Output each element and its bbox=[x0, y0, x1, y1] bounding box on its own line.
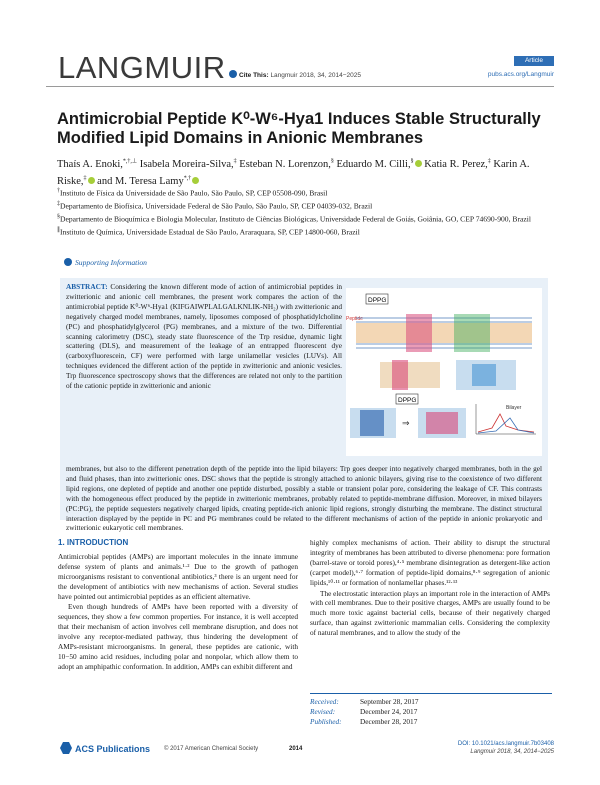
affiliation: §Departamento de Bioquímica e Biologia Molecular, Instituto de Ciências Biológicas, Universidade Federal de Goiás, Goiânia, GO, CEP 74690-900, Brazil bbox=[57, 214, 531, 224]
article-type-badge: Article bbox=[514, 56, 554, 66]
acs-logo-icon bbox=[60, 742, 72, 754]
author[interactable]: Esteban N. Lorenzon,§ bbox=[239, 158, 334, 170]
body-column-left bbox=[58, 538, 298, 673]
affiliation: ‡Departamento de Biofísica, Universidade Federal de São Paulo, São Paulo, SP, CEP 04039-032, Brazil bbox=[57, 201, 373, 211]
abstract-text-bottom: membranes, but also to the different penetration depth of the peptide into the lipid bilayers: Trp goes deeper into negatively charged membranes, both in the gel and fluid phases, than into zwitterionic ones. DSC shows that the peptide is strongly attached to anionic bilayers, giving rise to the coexistence of two different lipid regions, one depleted of peptide and another one peptide disturbed, possibly a stable or transient polar pore, considering the leakage of CF. This contrasts with the homogeneous effect produced by the peptide in zwitterionic membranes, probably related to peptide-membrane diffusion. Moreover, in mixed bilayers (PC:PG), the peptide sequesters negatively charged lipids, creating peptide-rich anionic lipid regions, strongly disturbing the membrane. The distinct structural interaction displayed by the peptide in PC and PG membranes could be related to the different mechanisms of action of the peptide in anionic prokaryotic and zwitterionic eukaryotic cell membranes. bbox=[66, 464, 542, 533]
paragraph: Antimicrobial peptides (AMPs) are important molecules in the innate immune defense system of plants and animals.¹·² Due to the growth of pathogen microorganisms resistant to conventional antibiotics,³ there is an urgent need for the development of antibiotics with new mechanisms of action. Several studies have pointed out antimicrobial peptides as an efficient alternative. bbox=[58, 551, 298, 601]
header-divider bbox=[46, 86, 554, 87]
page-number: 2014 bbox=[289, 746, 303, 752]
publication-dates bbox=[310, 693, 552, 727]
journal-url[interactable]: pubs.acs.org/Langmuir bbox=[487, 71, 554, 78]
paragraph: The electrostatic interaction plays an important role in the interaction of AMPs with cell membranes. Due to their positive charges, AMPs are usually found to be much more toxic against bacterial cells, because of their negatively charged surface, than against zwitterionic mammalian cells. Considering the complexity of natural membranes, and to allow the study of the bbox=[310, 588, 550, 638]
author-list bbox=[57, 154, 552, 189]
author[interactable]: and M. Teresa Lamy*,† bbox=[97, 176, 199, 187]
journal-citation: Langmuir 2018, 34, 2014−2025 bbox=[470, 749, 554, 755]
copyright: © 2017 American Chemical Society bbox=[164, 746, 259, 752]
paragraph: Even though hundreds of AMPs have been reported with a diversity of sequences, they show a few common properties. For instance, it is well accepted that their mechanism of action involves cell membrane disruption, and does not involve any receptor-mediated pathway, thus hindering the development of AMPs-resistant microorganisms. In general, these peptides are cationic, with 10−50 amino acid residues, including polar and nonpolar, which allow them to adopt an amphipathic conformation. In addition, AMPs can exhibit different and bbox=[58, 602, 298, 671]
orcid-icon[interactable] bbox=[415, 160, 422, 167]
toc-label-right: Bilayer bbox=[506, 405, 522, 411]
page-footer bbox=[46, 740, 554, 760]
date-received: Received: September 28, 2017 bbox=[310, 697, 419, 706]
abstract-text-top: ABSTRACT: Considering the known different mode of action of antimicrobial peptides in zwitterionic and anionic cell membranes, the present work compares the action of the antimicrobial peptide K⁰-W⁶-Hya1 (KIFGAIWPLALGALKNLIK-NH₂) with zwitterionic and negatively charged model membranes, namely, liposomes composed of phosphatidylcholine (PC) and phosphatidylglycerol (PG) membranes, and a mixture of the two. Differential scanning calorimetry (DSC), steady state fluorescence of the Trp residue, dynamic light scattering (DLS), and measurement of the leakage of an entrapped fluorescent dye (carboxyfluorescein, CF) were performed with large unilamellar vesicles (LUVs). All techniques evidenced the different action of the peptide in zwitterionic and anionic vesicles. Trp fluorescence spectroscopy shows that the differences are related not only to the partition of the cationic peptide in zwitterionic and anionic bbox=[66, 282, 342, 391]
orcid-icon[interactable] bbox=[192, 177, 199, 184]
toc-bilayer-bottom bbox=[350, 404, 536, 438]
svg-text:⇒: ⇒ bbox=[402, 418, 410, 428]
orcid-icon[interactable] bbox=[88, 177, 95, 184]
toc-label-peptide: Peptide bbox=[346, 316, 363, 322]
cite-label: Cite This: bbox=[239, 72, 269, 79]
supporting-info-icon bbox=[64, 258, 72, 266]
article-title: Antimicrobial Peptide K⁰-W⁶-Hya1 Induces Stable Structurally Modified Lipid Domains in Anionic Membranes bbox=[57, 110, 541, 147]
section-heading: 1. INTRODUCTION bbox=[58, 538, 129, 547]
author[interactable]: Katia R. Perez,‡ bbox=[424, 158, 491, 170]
cite-this[interactable] bbox=[229, 70, 361, 79]
date-revised: Revised: December 24, 2017 bbox=[310, 707, 418, 716]
cite-icon bbox=[229, 70, 237, 78]
paragraph: highly complex mechanisms of action. Their ability to disrupt the structural integrity of membranes has been attributed to diverse phenomena: pore formation (barrel-stave or toroid pores),⁴·⁵ membrane disintegration as detergent-like action (carpet model),⁶·⁷ formation of peptide-lipid domains,⁸·⁹ segregation of anionic lipids,¹⁰·¹¹ or formation of nonlamellar phases.¹²·¹³ bbox=[310, 538, 550, 587]
author[interactable]: Thaís A. Enoki,*,†,⊥ bbox=[57, 158, 138, 170]
affiliation: †Instituto de Física da Universidade de São Paulo, São Paulo, SP, CEP 05508-090, Brasil bbox=[57, 188, 328, 198]
doi-block bbox=[458, 740, 554, 756]
journal-name: LANGMUIR bbox=[58, 50, 226, 85]
doi-link[interactable]: DOI: 10.1021/acs.langmuir.7b03408 bbox=[457, 741, 554, 747]
affiliation: ∥Instituto de Química, Universidade Estadual de São Paulo, Araraquara, SP, CEP 14800-060, Brazil bbox=[57, 227, 360, 237]
date-published: Published: December 28, 2017 bbox=[310, 717, 418, 726]
body-column-right bbox=[310, 538, 550, 639]
author[interactable]: Karin A. Riske,‡ bbox=[57, 158, 530, 187]
supporting-information-link[interactable]: Supporting Information bbox=[64, 258, 147, 267]
affiliations bbox=[57, 186, 552, 239]
abstract bbox=[60, 278, 548, 533]
abstract-label: ABSTRACT: bbox=[66, 282, 108, 291]
toc-bilayer-middle bbox=[380, 360, 516, 390]
toc-label-top: DPPG bbox=[368, 297, 387, 304]
toc-bilayer-top bbox=[356, 314, 532, 352]
publisher-logo[interactable]: ACS Publications bbox=[60, 742, 150, 754]
author[interactable]: Eduardo M. Cilli,§ bbox=[336, 159, 421, 170]
author[interactable]: Isabela Moreira-Silva,‡ bbox=[139, 158, 237, 170]
toc-label-bottom: DPPG bbox=[398, 397, 417, 404]
toc-graphic bbox=[346, 288, 542, 456]
journal-header bbox=[46, 50, 554, 86]
cite-text: Langmuir 2018, 34, 2014−2025 bbox=[270, 72, 361, 79]
